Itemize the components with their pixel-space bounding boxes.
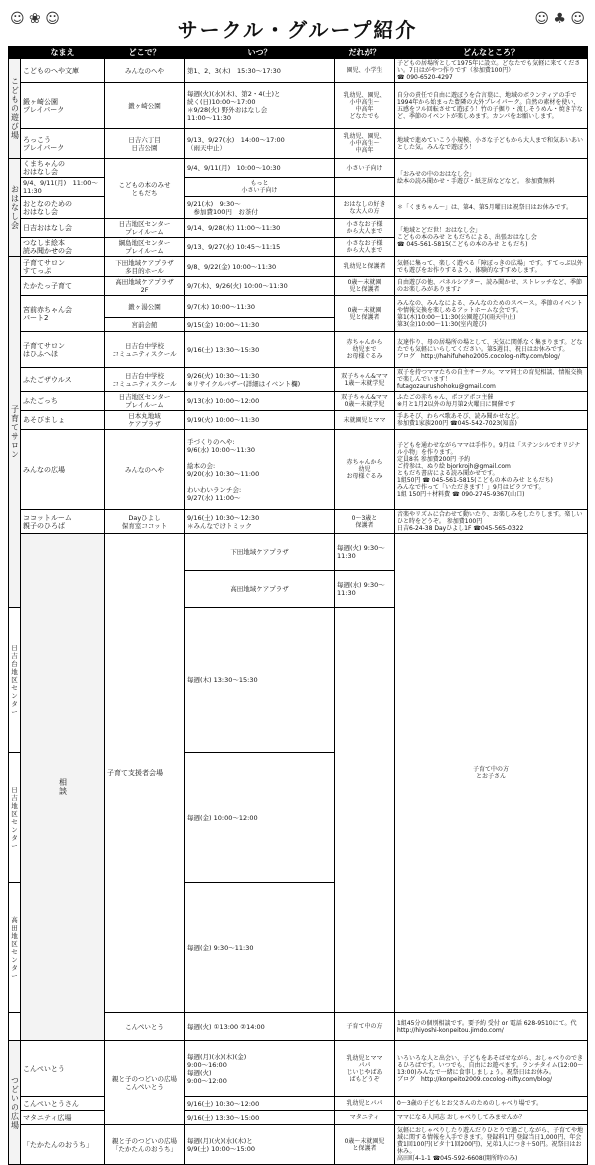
- circle-location: みんなのへや: [105, 59, 185, 83]
- circle-description: 1組45分の個別相談です。要予約 受付 or 電話 628-9510にて。代 http://hiyoshi-konpeitou.jimdo.com/: [395, 1013, 588, 1041]
- circle-location: 日吉台中学校 コミュニティスクール: [105, 368, 185, 392]
- circle-location: 高田地区センター: [9, 883, 21, 1013]
- table-row: [9, 332, 588, 368]
- table-header: [9, 47, 588, 59]
- circle-location: 鍛ヶ崎公園: [105, 83, 185, 129]
- circle-schedule: 毎週(木) 13:30～15:30: [185, 607, 335, 752]
- circle-schedule: 手づくりのへや: 9/6(水) 10:00～11:30 絵本の会: 9/20(水) 10:30～11:00 わいわいランチ会: 9/27(水) 11:00～: [185, 430, 335, 510]
- table-row: [9, 392, 588, 411]
- circle-description: 子どもを通わせながらママは手作り。9月は「ステンシルでオリジナル小物」を作ります。 定員8名 参加費200円 予約 ご持参は、ぬり絵 bjorkrojh@gmail.com ともだち書店による読み聞かせです。 1組50円 ☎ 045-561-5815(こどもの本のみせ ともだち) みんなで作って「いただきます！」9月はピラフです。 1組 150円＋材料費 ☎ 090-2745-9367(山口): [395, 430, 588, 510]
- page-title: サークル・グループ紹介: [177, 18, 418, 42]
- circle-description: 友達作り、母の居場所の場として、天気に関係なく集まります。どなたでも気軽にいらしてください。第5週目、祝日はお休みです。 ブログ http://hahifuheho2005.cocolog-nifty.com/blog/: [395, 332, 588, 368]
- circle-location: みんなのへや: [105, 430, 185, 510]
- circle-description: 地域で進めていこう小規模、小さな子どもから大人まで和気あいあいとした気。みんなで遊ぼう！: [395, 129, 588, 159]
- circle-schedule: 9/4、9/11(月) 11:00～11:30: [21, 178, 105, 197]
- circle-audience: おはなしの好き な大人の方: [335, 197, 395, 219]
- circle-schedule: 9/16(土) 10:30～12:00: [185, 1097, 335, 1111]
- circle-description: 自分の責任で自由に遊ぼうを合言葉に、地域のボランティアの手で1994年から始まった豊隣の大外プレイパーク。自然の素材を使い、五感をフル回転させて遊ぼう！竹の子掘り・流しそうめん・焼き芋など、季節のイベントが楽しめます。カンパをお願いします。: [395, 83, 588, 129]
- circle-name: ココットルーム 親子のひろば: [21, 510, 105, 534]
- circle-audience: マタニティ: [335, 1111, 395, 1125]
- circle-schedule: 第1、2、3(木) 15:30～17:30: [185, 59, 335, 83]
- circle-location: 下田地域ケアプラザ 多目的ホール: [105, 257, 185, 277]
- circle-location: 日吉地区センター プレイルーム: [105, 392, 185, 411]
- circle-name: 子育てサロン すてっぷ: [21, 257, 105, 277]
- circle-audience: 乳幼児とママ パパ じいじやばあ ばもどうぞ: [335, 1041, 395, 1097]
- circle-name: ろっこう プレイパーク: [21, 129, 105, 159]
- circle-location: 高田地域ケアプラザ: [185, 570, 335, 607]
- table-row: [9, 1097, 588, 1111]
- circle-audience: 小さなお子様 から大人まで: [335, 238, 395, 257]
- circle-name: あそびましょ: [21, 411, 105, 430]
- circle-description: 「おみせの中のおはなし会」 絵本の読み聞かせ・手遊び・紙芝居などなど。 参加費無料: [395, 159, 588, 197]
- circle-name: [9, 1013, 21, 1041]
- table-row: [9, 1111, 588, 1125]
- circle-location: こんぺいとう: [105, 1013, 185, 1041]
- circle-schedule: 9/14、9/28(木) 11:00～11:30: [185, 219, 335, 238]
- header-who: だれが？: [335, 47, 395, 59]
- circle-schedule: 9/15(金) 10:00～11:30: [185, 318, 335, 332]
- circle-schedule: 毎週(金) 10:00～12:00: [185, 753, 335, 883]
- circle-audience: 0歳～未就園 児と保護者: [335, 277, 395, 296]
- circle-name: 日吉おはなし会: [21, 219, 105, 238]
- table-row: [9, 59, 588, 83]
- circle-name: おとなのための おはなし会: [21, 197, 105, 219]
- table-row: [9, 368, 588, 392]
- circle-schedule: 毎週(火)(水)(木)、第2・4(土)と 続く(日)10:00～17:00 ＊9/28(火) 野外おはなし会 11:00～11:30: [185, 83, 335, 129]
- circle-location: 綱島地区センター プレイルーム: [105, 238, 185, 257]
- circle-location: 宮前会館: [105, 318, 185, 332]
- circle-description: ママになる人同志 おしゃべりしてみませんか？: [395, 1111, 588, 1125]
- decorative-characters-icon: ☺ ❀ ☺: [10, 11, 60, 27]
- circle-schedule: 毎週(火) 9:30～11:30: [335, 534, 395, 571]
- category-label: [9, 1041, 21, 1165]
- circle-location: 日吉地区センター: [9, 753, 21, 883]
- circle-name: こんぺいとうさん: [21, 1097, 105, 1111]
- circle-schedule: 9/13、9/27(水) 14:00～17:00 （雨天中止）: [185, 129, 335, 159]
- circle-name: つなしま絵本 読み聞かせの会: [21, 238, 105, 257]
- circle-name: マタニティ広場: [21, 1111, 105, 1125]
- table-row: [9, 257, 588, 277]
- table-row: [9, 277, 588, 296]
- circle-schedule: 9/26(火) 10:30～11:30 ※リサイクルバザー(詳細はイベント欄): [185, 368, 335, 392]
- circle-name: 子育て支援者会場: [105, 534, 185, 1013]
- circle-description: 気軽に集って、楽しく遊べる「障ぼっきの広場」です。すてっぷ以外でも遊びをお作りするよう、体験的なすすめします。: [395, 257, 588, 277]
- circle-location: 鍛ヶ湯公園: [105, 296, 185, 318]
- circle-location: 日吉地区センター プレイルーム: [105, 219, 185, 238]
- circle-audience: 未就園児とママ: [335, 411, 395, 430]
- table-row: [9, 510, 588, 534]
- category-label-text: つどいの広場: [10, 1075, 20, 1130]
- circle-description: 「地域とどだ世！おはなし会」 こどもの本のみせ ともだちによる、出張おはなし会 ☎ 045-561-5815(こどもの本のみせ ともだち): [395, 219, 588, 257]
- circle-description: 自由遊びの他、パネルシアター、読み聞かせ、ストレッチなど、季節のお楽しみがあります♪: [395, 277, 588, 296]
- circle-description: 0～3歳の子どもとお父さんのためのしゃべり場です。: [395, 1097, 588, 1111]
- category-label-text: こどもの遊び場: [10, 77, 20, 140]
- circle-location: 日吉台地区センター: [9, 607, 21, 752]
- circle-description: 音楽やリズムに合わせて動いたり、お楽しみをしたりします。楽しいひと時をどうぞ。 参加費100円 日吉6-24-38 Dayひよし1F ☎045-565-0322: [395, 510, 588, 534]
- circle-schedule: 9/16(土) 10:30～12:30 ＊みんなでけトミック: [185, 510, 335, 534]
- circle-description: いろいろな人と出会い、子どもをあそばせながら、おしゃべりのできるひろばです。いつでも、自由にお遊べます。ランチタイム(12:00～13:00)みんなで一緒に食事しましょう。祝祭日はお休み。 ブログ http://konpeito2009.cocolog-nifty.com/blog/: [395, 1041, 588, 1097]
- page: [8, 10, 587, 1162]
- circle-name: ふたごザウルス: [21, 368, 105, 392]
- circle-location: 下田地域ケアプラザ: [185, 534, 335, 571]
- table-row: [9, 83, 588, 129]
- table-row: [9, 1041, 588, 1097]
- circle-audience: 小さなお子様 から大人まで: [335, 219, 395, 238]
- circle-name: こんぺいとう: [21, 1041, 105, 1097]
- circle-audience: 乳幼児と保護者: [335, 257, 395, 277]
- circle-audience: 乳幼児とパパ: [335, 1097, 395, 1111]
- circle-schedule: 9/8、9/22(金) 10:00～11:30: [185, 257, 335, 277]
- table-row: [9, 129, 588, 159]
- circle-audience: 赤ちゃんから 幼児まで お母様ぐるみ: [335, 332, 395, 368]
- header-cat: [9, 47, 21, 59]
- circle-schedule: 9/7(木) 10:00～11:30: [185, 296, 335, 318]
- circle-audience: 0～3歳と 保護者: [335, 510, 395, 534]
- circle-location: こどもの本のみせ ともだち: [105, 159, 185, 219]
- table-row: [9, 411, 588, 430]
- circle-description: ふたごの赤ちゃん、ポコアポコ主催 ※月と1月2以外の毎月第2火曜日に開催です: [395, 392, 588, 411]
- circle-name: くまちゃんの おはなし会: [21, 159, 105, 178]
- circle-schedule: 毎週(月)(水)(木)(金) 9:00～16:00 毎週(火) 9:00～12:00: [185, 1041, 335, 1097]
- title-row: [8, 10, 587, 46]
- circle-name: みんなの広場: [21, 430, 105, 510]
- circle-location: 日本丸地域 ケアプラザ: [105, 411, 185, 430]
- category-label: [21, 534, 105, 1041]
- circle-audience: 乳幼児、園児、 小中高生～ 中高年: [335, 129, 395, 159]
- category-label: [9, 159, 21, 257]
- circle-schedule: 9/16(土) 13:30～15:00: [185, 1111, 335, 1125]
- circle-location: 親と子のつどいの広場 こんぺいとう: [105, 1041, 185, 1125]
- table-row: [9, 197, 588, 219]
- circle-schedule: 9/4、9/11(月) 10:00～10:30: [185, 159, 335, 178]
- circle-audience: 乳幼児、園児、 小中高生～ 中高年 どなたでも: [335, 83, 395, 129]
- circle-description: 手あそび、わらべ歌あそび、読み聞かせなど。 参加費1家族200円 ☎045-542-7023(知喜): [395, 411, 588, 430]
- circle-schedule: 毎週(月)(火)(水)(木)と 9/9(土) 10:00～15:00: [185, 1125, 335, 1165]
- circle-description: ＊「くまちゃん～」は、第4、第5月曜日は祝祭日はお休みです。: [395, 197, 588, 219]
- circle-schedule: 9/13(水) 10:00～12:00: [185, 392, 335, 411]
- circle-table: [8, 46, 588, 1165]
- circle-audience: 0歳～未就園児 と保護者: [335, 1125, 395, 1165]
- category-label: [9, 59, 21, 159]
- header-desc: どんなところ？: [395, 47, 588, 59]
- circle-audience: 子育て中の方: [335, 1013, 395, 1041]
- circle-schedule: 9/16(土) 13:30～15:30: [185, 332, 335, 368]
- circle-description: 子どもの居場所として1975年に設立。どなたでも気軽に来てください。7日はがやつ作りです（参加費100円） ☎ 090-6520-4297: [395, 59, 588, 83]
- circle-name: 鍛ヶ崎公園 プレイパーク: [21, 83, 105, 129]
- circle-schedule: 毎週(水) 9:30～11:30: [335, 570, 395, 607]
- table-row: [9, 159, 588, 178]
- table-row: [9, 296, 588, 318]
- table-row: [9, 534, 588, 571]
- circle-audience: 0歳～未就園 児と保護者: [335, 296, 395, 332]
- category-label-text: おはなし会: [10, 185, 20, 230]
- circle-audience: もっと 小さい子向け: [185, 178, 335, 197]
- circle-location: Dayひよし 保育室ココット: [105, 510, 185, 534]
- category-label-text: 相談: [58, 778, 68, 796]
- table-row: [9, 1125, 588, 1165]
- header-where: どこで？: [105, 47, 185, 59]
- circle-location: 親と子のつどいの広場 「たかたんのおうち」: [105, 1125, 185, 1165]
- circle-audience: 双子ちゃん&ママ 0歳～未就学児: [335, 392, 395, 411]
- circle-description: みんなの、みんなによる、みんなのためのスペース。季節のイベントや情報交換を楽しめるアットホームな会です。 第1(木)10:00～11:30(公園遊び)(雨天中止) 第3(金)10:00～11:30(室内遊び): [395, 296, 588, 332]
- circle-location: 日吉六丁目 日吉公園: [105, 129, 185, 159]
- circle-schedule: 毎週(金) 9:30～11:30: [185, 883, 335, 1013]
- circle-name: 「たかたんのおうち」: [21, 1125, 105, 1165]
- circle-location: 日吉台中学校 コミュニティスクール: [105, 332, 185, 368]
- circle-audience: 赤ちゃんから 幼児 お母様ぐるみ: [335, 430, 395, 510]
- category-label-text: 子育てサロン: [10, 404, 20, 459]
- circle-schedule: 毎週(火) ①13:00 ②14:00: [185, 1013, 335, 1041]
- circle-schedule: 9/21(木) 9:30～ 参加費100円 お茶付: [185, 197, 335, 219]
- circle-audience: 子育て中の方 とお子さん: [395, 534, 588, 1013]
- circle-description: 双子を持つママたちの自主サークル。ママ同士の育児相談、情報交換で楽しんでいます！ futagozaurushohoku@gmail.com: [395, 368, 588, 392]
- circle-audience: 小さい子向け: [335, 159, 395, 178]
- circle-name: 子育てサロン はひふへほ: [21, 332, 105, 368]
- header-name: なまえ: [21, 47, 105, 59]
- category-label: [9, 257, 21, 608]
- circle-name: こどものへや文庫: [21, 59, 105, 83]
- circle-schedule: 9/13、9/27(水) 10:45～11:15: [185, 238, 335, 257]
- table-row: [9, 219, 588, 238]
- circle-audience: 園児、小学生: [335, 59, 395, 83]
- table-body: [9, 59, 588, 1165]
- circle-audience: 双子ちゃん&ママ 1歳～未就学児: [335, 368, 395, 392]
- decorative-characters-icon-right: ☺ ♣ ☺: [534, 11, 585, 27]
- circle-location: 高田地域ケアプラザ 2F: [105, 277, 185, 296]
- circle-name: たかたっ子育て: [21, 277, 105, 296]
- circle-name: 宮前赤ちゃん会 パート2: [21, 296, 105, 332]
- circle-name: ふたごっち: [21, 392, 105, 411]
- table-row: [9, 430, 588, 510]
- header-when: いつ？: [185, 47, 335, 59]
- circle-description: 気軽におしゃべりしたり遊んだりひとりで過ごしながら、子育てや地域に関する情報を入手できます。登録料1円 登録当日1,000円、年会費1回100円(ビタ十1回200円)、兄弟1人につき＋50円。祝祭日はお休み。 高田町4-1-1 ☎045-592-6608(開所時のみ): [395, 1125, 588, 1165]
- circle-schedule: 9/7(木)、9/26(火) 10:00～11:30: [185, 277, 335, 296]
- circle-schedule: 9/19(火) 10:00～11:30: [185, 411, 335, 430]
